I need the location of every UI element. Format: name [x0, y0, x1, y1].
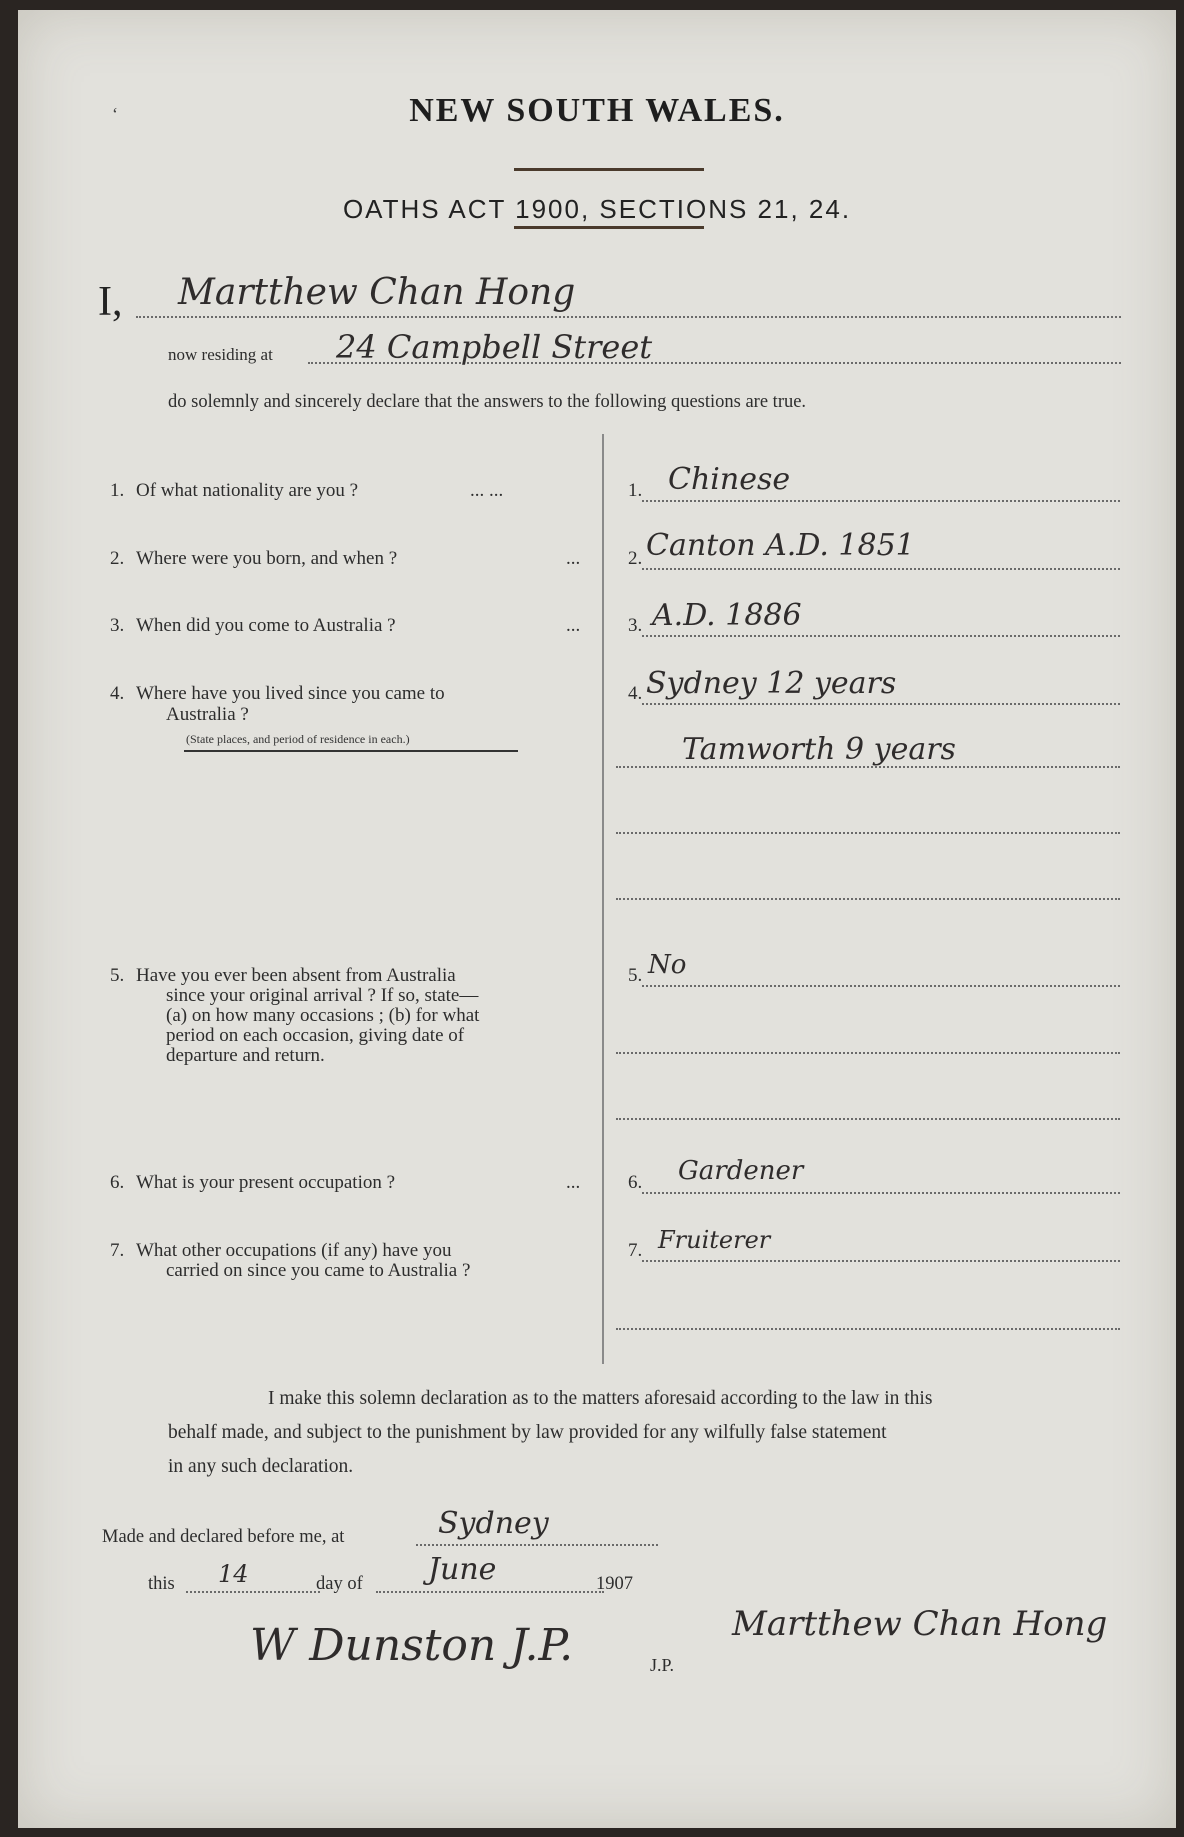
declarant-signature: Martthew Chan Hong [732, 1604, 1108, 1644]
a6-line [642, 1192, 1120, 1194]
a3-answer: A.D. 1886 [652, 598, 802, 633]
declarant-prefix: I, [98, 279, 123, 325]
q7-number: 7. [110, 1240, 125, 1261]
a2-line [642, 568, 1120, 570]
a7-number: 7. [628, 1240, 643, 1261]
a5-line [642, 985, 1120, 987]
declarant-residence: 24 Campbell Street [336, 328, 653, 366]
a4-line3 [616, 832, 1120, 834]
q4-text-line2: Australia ? [166, 704, 249, 725]
day-value: 14 [218, 1560, 249, 1588]
q6-leader: ... [566, 1172, 581, 1193]
day-line [186, 1591, 320, 1593]
a1-answer: Chinese [668, 462, 791, 497]
q3-leader: ... [566, 615, 581, 636]
declaration-line2: behalf made, and subject to the punishment by law provided for any wilfully false statement [168, 1422, 887, 1443]
a6-number: 6. [628, 1172, 643, 1193]
q6-number: 6. [110, 1172, 125, 1193]
a2-answer: Canton A.D. 1851 [646, 528, 915, 563]
a4-line [642, 703, 1120, 705]
a4-answer: Sydney 12 years [646, 666, 897, 701]
q4-text-line1: Where have you lived since you came to [136, 683, 445, 704]
declaration-form [18, 10, 1176, 1828]
form-subtitle: OATHS ACT 1900, SECTIONS 21, 24. [342, 194, 852, 224]
jp-label: J.P. [650, 1655, 675, 1675]
q3-number: 3. [110, 615, 125, 636]
q7-text-line1: What other occupations (if any) have you [136, 1240, 452, 1261]
a5-line3 [616, 1118, 1120, 1120]
day-of-label: day of [316, 1574, 363, 1594]
a7-line2 [616, 1328, 1120, 1330]
q1-leader: ... ... [470, 480, 504, 501]
a4-answer2: Tamworth 9 years [682, 732, 956, 767]
q2-leader: ... [566, 548, 581, 569]
place-line [416, 1544, 658, 1546]
month-value: June [428, 1552, 497, 1587]
q5-text-line4: period on each occasion, giving date of [166, 1025, 465, 1046]
a3-line [642, 635, 1120, 637]
month-line [376, 1591, 604, 1593]
a4-line4 [616, 898, 1120, 900]
a5-line2 [616, 1052, 1120, 1054]
q4-note: (State places, and period of residence in each.) [186, 732, 410, 746]
q2-number: 2. [110, 548, 125, 569]
q4-note-underline [184, 750, 518, 752]
q5-text-line1: Have you ever been absent from Australia [136, 965, 456, 986]
q5-text-line5: departure and return. [166, 1045, 325, 1066]
declaration-statement: do solemnly and sincerely declare that the answers to the following questions are true. [168, 392, 807, 412]
a1-line [642, 500, 1120, 502]
residence-label: now residing at [168, 345, 273, 364]
year-value: 1907 [596, 1574, 633, 1594]
a1-number: 1. [628, 480, 643, 501]
title-rule-top [514, 168, 704, 171]
title-rule-bottom [514, 226, 704, 229]
declarant-name: Martthew Chan Hong [178, 272, 576, 313]
declaration-line1: I make this solemn declaration as to the matters aforesaid according to the law in this [268, 1388, 933, 1409]
q3-text: When did you come to Australia ? [136, 615, 396, 636]
q5-text-line3: (a) on how many occasions ; (b) for what [166, 1005, 480, 1026]
margin-mark: ‘ [112, 104, 118, 124]
a5-answer: No [648, 950, 687, 980]
a6-answer: Gardener [678, 1156, 804, 1186]
q7-text-line2: carried on since you came to Australia ? [166, 1260, 471, 1281]
q2-text: Where were you born, and when ? [136, 548, 398, 569]
jp-signature: W Dunston J.P. [250, 1620, 574, 1671]
a5-number: 5. [628, 965, 643, 986]
a2-number: 2. [628, 548, 643, 569]
q4-number: 4. [110, 683, 125, 704]
a7-line [642, 1260, 1120, 1262]
made-declared-label: Made and declared before me, at [102, 1527, 345, 1547]
form-title: NEW SOUTH WALES. [409, 92, 785, 129]
q5-text-line2: since your original arrival ? If so, state— [166, 985, 479, 1006]
q1-number: 1. [110, 480, 125, 501]
a7-answer: Fruiterer [658, 1226, 771, 1254]
place-value: Sydney [438, 1506, 549, 1541]
name-line [136, 316, 1121, 318]
a4-number: 4. [628, 683, 643, 704]
q6-text: What is your present occupation ? [136, 1172, 396, 1193]
a3-number: 3. [628, 615, 643, 636]
q1-text: Of what nationality are you ? [136, 480, 359, 501]
declaration-line3: in any such declaration. [168, 1456, 354, 1477]
q5-number: 5. [110, 965, 125, 986]
column-divider [602, 434, 604, 1364]
this-label: this [148, 1574, 175, 1594]
